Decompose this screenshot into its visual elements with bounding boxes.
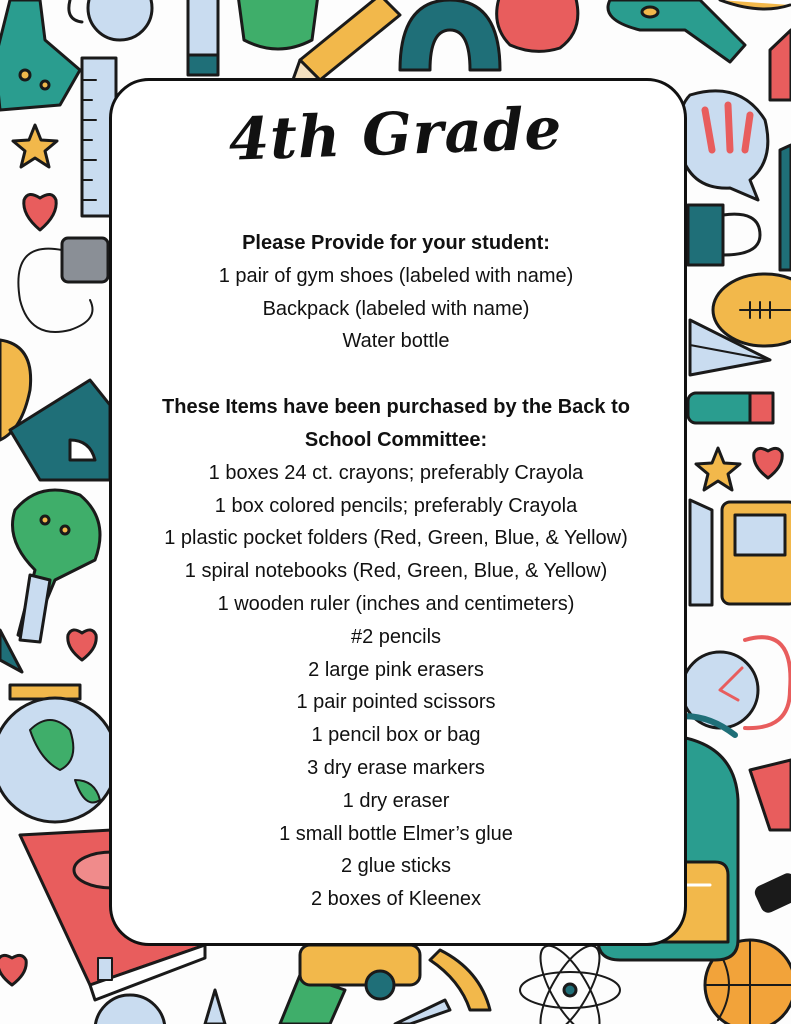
calculator-icon [722,502,791,604]
list-item: 1 plastic pocket folders (Red, Green, Blue, & Yellow) [164,527,628,550]
binoculars-icon [754,873,791,913]
list-item: Water bottle [342,330,450,353]
list-item: 1 wooden ruler (inches and centimeters) [217,592,575,615]
star-icon [696,448,740,490]
marker-icon [688,393,773,423]
purchased-heading-line2: School Committee: [304,428,488,451]
list-item: 3 dry erase markers [307,756,485,779]
supply-list [112,227,680,916]
pencil-icon [395,1000,450,1024]
mug-icon [238,0,318,49]
marker-icon [188,0,218,75]
list-item: 1 small bottle Elmer’s glue [279,822,513,845]
list-item: 1 box colored pencils; preferably Crayola [214,494,578,517]
heart-icon [24,194,56,230]
list-item: 1 boxes 24 ct. crayons; preferably Crayola [208,461,584,484]
purchased-heading-line1: These Items have been purchased by the Back to [162,396,630,419]
heart-icon [0,955,26,985]
pencil-icon [205,990,225,1024]
magnet-icon [400,0,500,70]
list-item: 1 pair of gym shoes (labeled with name) [218,264,574,287]
list-item: 2 glue sticks [340,855,452,878]
list-item: 2 boxes of Kleenex [310,888,482,911]
alarm-clock-icon [69,0,152,40]
provide-heading: Please Provide for your student: [242,232,550,254]
list-item: 1 pencil box or bag [311,724,481,747]
football-icon [713,274,791,346]
list-item: 1 dry eraser [342,789,450,812]
list-item: 1 spiral notebooks (Red, Green, Blue, & Yellow) [184,560,608,583]
apple-icon [497,0,578,51]
globe-icon [0,685,117,822]
page-title: 4th Grade [227,94,564,174]
flask-icon [0,0,80,110]
binder-clip-icon [688,205,760,265]
section-spacer [112,358,680,391]
flask-icon [13,490,101,642]
heart-icon [754,448,782,478]
test-tube-icon [608,0,745,62]
list-item: 1 pair pointed scissors [296,691,496,714]
list-item: #2 pencils [350,625,442,648]
alarm-clock-icon [95,995,165,1024]
earphones-icon [18,238,108,332]
list-item: Backpack (labeled with name) [262,297,530,320]
list-item: 2 large pink erasers [308,658,484,681]
banana-icon [430,950,490,1010]
heart-icon [68,630,96,660]
